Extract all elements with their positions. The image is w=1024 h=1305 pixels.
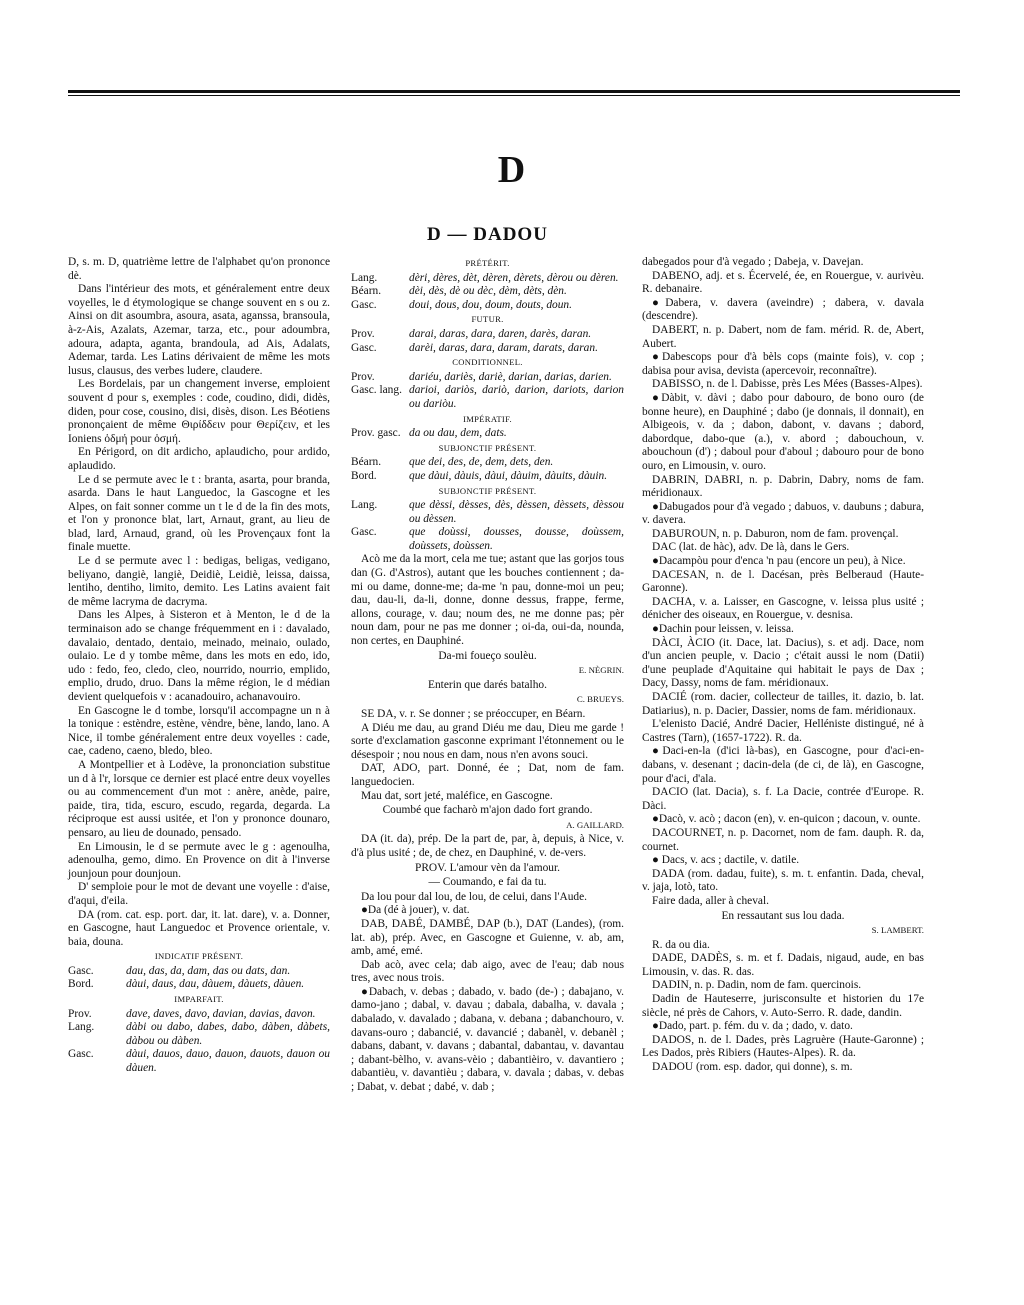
entry-da-verb: DA (rom. cat. esp. port. dar, it. lat. dare), v. a. Donner, en Gascogne, haut Languedoc et Provence orientale, v. baia, douna. — [68, 908, 330, 948]
conjugation-row — [68, 965, 330, 979]
paragraph: Acò me da la mort, cela me tue; astant que las gorjos tous dan (G. d'Astros), autant que les bouches contiennent ; da-mi ou dame, donne-me; da-me 'n pau, donne-moi un peu; dau, dau-li, da-li, donne, donne dessus, frappe, ferme, allons, courage, v. dau; noum des, ne me donne pas; pèr noun dam, pour ne pas me donner ; oi-da, oui-da, nounda, non certes, en Dauphiné. — [351, 553, 624, 648]
tense-label: PRÉTÉRIT. — [465, 258, 510, 268]
paragraph: Le d se permute avec l : bedigas, beligas, vedigano, beliyano, dangiè, langiè, Deidiè, Leidiè, leissa, daissa, lentiho, dentiho, limito, demito. Les Latins avaient fait de même lacryma de dacryma. — [68, 555, 330, 608]
entry-daburoun: DABUROUN, n. p. Daburon, nom de fam. provençal. — [652, 527, 899, 540]
quotation-author: S. LAMBERT. — [871, 925, 924, 936]
entry-dados: DADOS, n. de l. Dades, près Lagruère (Haute-Garonne) ; Les Dados, près Ribiers (Hautes-Alpes). R. da. — [642, 1033, 924, 1060]
verb-forms: dàui, daus, dau, dàuem, dàuets, dàuen. — [126, 978, 305, 991]
paragraph: A Diéu me dau, au grand Diéu me dau, Dieu me garde ! sorte d'exclamation gasconne exprimant l'étonnement ou le désespoir ; nou nous en dam, nous n'en avons souci. — [351, 721, 624, 761]
paragraph: En Périgord, on dit ardicho, aplaudicho, pour ardido, aplaudido. — [68, 446, 330, 472]
paragraph: Les Bordelais, par un changement inverse, emploient souvent d pour s, exemples : code, coudino, didi, didès, diden, pour cose, cousino, disi, disès, dison. Les Béotiens prononçaient de même Θιρίδδειν pour Θερίζειν, et les Ioniens ὀδμή pour ὀσμή. — [68, 378, 330, 445]
dialect-label: Gasc. — [351, 526, 377, 539]
entry-dabert: DABERT, n. p. Dabert, nom de fam. mérid. R. de, Abert, Aubert. — [642, 323, 924, 350]
paragraph: ●Dabach, v. debas ; dabado, v. bado (de-) ; dabajano, v. damo-jano ; dabal, v. davau ; dabala, dabalha, v. davala ; dabalado, v. davalado ; dabana, v. debana ; dabanchouro, v. davans-ouro ; dabancié, v. davancié ; dabanèl, v. debanèl ; dabans, dabant, v. davans ; dabantal, dabantau, v. davantau ; dabant-bèlho, v. avans-vèio ; dabantièiro, v. davantiero ; dabantièu, v. davantièu ; dabara, v. davala ; dabas, v. debas ; Dabat, v. debat ; dabé, v. dab ; — [351, 985, 624, 1094]
tense-label: IMPARFAIT. — [174, 994, 224, 1005]
paragraph: ● Dacs, v. acs ; dactile, v. datile. — [652, 854, 800, 867]
verb-forms: doui, dous, dou, doum, douts, doun. — [409, 298, 572, 311]
section-letter: D — [497, 149, 527, 191]
entry-dat: DAT, ADO, part. Donné, ée ; Dat, nom de fam. languedocien. — [351, 762, 624, 788]
verb-forms: que doùssi, dousses, dousse, doùssem, doùssets, doùssen. — [409, 526, 624, 552]
paragraph: Mau dat, sort jeté, maléfice, en Gascogne. — [361, 789, 553, 802]
dialect-label: Gasc. — [351, 298, 377, 311]
conjugation-row — [68, 1008, 330, 1022]
dialect-label: Gasc. — [68, 964, 94, 977]
entry-dadin: DADIN, n. p. Dadin, nom de fam. quercinois. — [652, 979, 862, 992]
verb-forms: darèi, daras, dara, daram, darats, daran. — [409, 341, 598, 354]
entry-dade: DADE, DADÈS, s. m. et f. Dadais, nigaud, aude, en bas Limousin, v. das. R. das. — [642, 952, 924, 978]
paragraph: En Limousin, le d se permute avec le g : agenoulha, adenoulha, gemo, dimo. En Provence on dit à l'inverse jounjoun pour dounjoun. — [68, 840, 330, 880]
dialect-label: Gasc. — [68, 1048, 94, 1061]
entry-se-da: SE DA, v. r. Se donner ; se préoccuper, en Béarn. — [361, 708, 586, 720]
conjugation-row — [351, 342, 624, 356]
paragraph: En Gascogne le d tombe, lorsqu'il accompagne un n à la tonique : estèndre, estène, vèndre, bène, lando, lano. A Nice, il tombe généralement entre deux voyelles : cade, cae, cadeno, caeno, bledo, bleo. — [68, 704, 330, 758]
conjugation-row — [351, 371, 624, 385]
quotation-author: C. BRUEYS. — [576, 694, 624, 705]
verb-forms: dàbi ou dabo, dabes, dabo, dàben, dàbets, dàbou ou dàben. — [126, 1021, 330, 1047]
conjugation-row — [351, 456, 624, 470]
entry-dabisso: DABISSO, n. de l. Dabisse, près Les Mées (Basses-Alpes). — [652, 378, 923, 391]
dialect-label: Prov. gasc. — [351, 427, 401, 440]
conjugation-row — [68, 1021, 330, 1048]
tense-label: SUBJONCTIF PRÉSENT. — [438, 442, 537, 453]
entry-da-prep: DA (it. da), prép. De la part de, par, à, depuis, à Nice, v. d'à plus usité ; de, de chez, en Dauphiné, v. de-vers. — [351, 833, 624, 859]
tense-label: INDICATIF PRÉSENT. — [154, 951, 244, 962]
paragraph: Faire dada, aller à cheval. — [652, 894, 770, 907]
dialect-label: Gasc. lang. — [351, 384, 402, 397]
dialect-label: Béarn. — [351, 285, 382, 298]
running-head: D — DADOU — [427, 224, 548, 245]
dialect-label: Prov. — [351, 327, 375, 340]
tense-label: FUTUR. — [471, 314, 504, 325]
conjugation-row — [351, 499, 624, 526]
dialect-label: Prov. — [351, 370, 375, 383]
entry-dab: DAB, DABÉ, DAMBÉ, DAP (b.), DAT (Landes), (rom. lat. ab), prép. Avec, en Gascogne et Guienne, v. ab, am, amb, amé, emé. — [351, 917, 624, 958]
paragraph: L'elenisto Dacié, André Dacier, Helléniste distingué, né à Castres (Tarn), (1657-1722). R. da. — [642, 718, 924, 744]
entry-dac: DAC (lat. de hàc), adv. De là, dans le Gers. — [652, 541, 850, 554]
column-3 — [642, 256, 924, 1075]
verb-forms: da ou dau, dem, dats. — [409, 427, 507, 440]
conjugation-row — [68, 1048, 330, 1075]
paragraph: D' semploie pour le mot de devant une voyelle : d'aise, d'aqui, d'eila. — [68, 881, 330, 907]
paragraph: Dans les Alpes, à Sisteron et à Menton, le d de la terminaison ado se change fréquemment en i : davalado, davalaio, dentado, dentaio, meinado, meinaio, oulado, oulaio. Le d y tombe même, dans les mots en edo, ido, udo : fedo, feo, cledo, cleo, nourrido, nourrio, emplido, emplio, drudo, druo. Dans la même région, le d médian devient quelquefois v : acanadouiro, achanavouiro. — [68, 609, 330, 703]
paragraph: ●Dàbit, v. dàvi ; dabo pour dabouro, de bono ouro (de bonne heure), en Dauphiné ; dabo (je donnais, il donnait), en Albigeois, v. da ; dabon, dabont, v. davans ; dabord, dabordque, dabo-que (a.), v. abord ; dabouchoun, v. abouchoun (d') ; daboul pour d'aboul ; dabouro pour de bono ouro, en Limousin, v. ouro. — [642, 391, 924, 472]
entry-dacha: DACHA, v. a. Laisser, en Gascogne, v. leissa plus usité ; dénicher des oiseaux, en Rouergue, v. desnisa. — [642, 595, 924, 622]
entry-dabeno: DABENO, adj. et s. Écervelé, ée, en Rouergue, v. aurivèu. R. debanaire. — [642, 269, 924, 296]
proverb: PROV. L'amour vèn da l'amour. — [415, 861, 560, 874]
quotation-author: E. NÈGRIN. — [578, 665, 624, 676]
top-rule-thick — [68, 90, 960, 93]
tense-label: SUBJONCTIF PRÉSENT. — [438, 485, 537, 496]
conjugation-row — [68, 978, 330, 992]
conjugation-row — [351, 272, 624, 286]
entry-dacournet: DACOURNET, n. p. Dacornet, nom de fam. dauph. R. da, cournet. — [642, 826, 924, 853]
entry-dacie: DACIÉ (rom. dacier, collecteur de tailles, it. dazio, b. lat. Datiarius), n. p. Dacier, Dassier, noms de fam. méridionaux. — [642, 691, 924, 717]
entry-d: D, s. m. D, quatrième lettre de l'alphabet qu'on prononce dè. — [68, 256, 330, 282]
tense-label: CONDITIONNEL. — [452, 357, 523, 368]
entry-dadou: DADOU (rom. esp. dador, qui donne), s. m. — [652, 1061, 853, 1074]
top-rule-thin — [68, 95, 960, 96]
paragraph: ●Da (dé à jouer), v. dat. — [361, 904, 470, 917]
paragraph: ●Dado, part. p. fém. du v. da ; dado, v. dato. — [652, 1020, 853, 1033]
verb-forms: dariéu, dariès, dariè, darian, darias, darien. — [409, 370, 612, 383]
dialect-label: Lang. — [351, 271, 378, 284]
quotation: Coumbé que facharò m'ajon dado fort grando. — [382, 804, 593, 817]
entry-dada: DADA (rom. dadau, fuite), s. m. t. enfantin. Dada, cheval, v. jaja, lotò, tato. — [642, 867, 924, 894]
paragraph: ●Dabugados pour d'à vegado ; dabuos, v. daubuns ; dabura, v. davera. — [642, 500, 924, 527]
quotation: Da-mi foueço soulèu. — [438, 649, 537, 662]
conjugation-row — [351, 470, 624, 484]
verb-forms: que dèssi, dèsses, dès, dèssen, dèssets, dèssou ou dèssen. — [409, 499, 624, 525]
conjugation-row — [351, 427, 624, 441]
paragraph: ●Dachin pour leissen, v. leissa. — [652, 623, 794, 636]
paragraph: dabegados pour d'à vegado ; Dabeja, v. Davejan. — [642, 256, 864, 268]
entry-dacio: DACIO (lat. Dacia), s. f. La Dacie, contrée d'Europe. R. Dàci. — [642, 786, 924, 812]
verb-forms: que dàui, dàuis, dàui, dàuim, dàuits, dàuin. — [409, 469, 608, 482]
paragraph: ●Dabera, v. davera (aveindre) ; dabera, v. davala (descendre). — [642, 296, 924, 323]
dialect-label: Béarn. — [351, 456, 382, 469]
dialect-label: Lang. — [351, 499, 378, 512]
dialect-label: Lang. — [68, 1021, 95, 1034]
paragraph: ●Dacò, v. acò ; dacon (en), v. en-quicon ; dacoun, v. ounte. — [652, 813, 921, 826]
verb-forms: dèri, dères, dèt, dèren, dèrets, dèrou ou dèren. — [409, 271, 619, 284]
paragraph: Dab acò, avec cela; dab aigo, avec de l'eau; dab nous tres, avec nous trois. — [351, 958, 624, 985]
verb-forms: dàui, dauos, dauo, dauon, dauots, dauon ou dàuen. — [126, 1048, 330, 1075]
proverb: — Coumando, e fai da tu. — [428, 876, 547, 889]
conjugation-row — [351, 384, 624, 411]
paragraph: Dans l'intérieur des mots, et généralement entre deux voyelles, le d étymologique se change souvent en s ou z. Ainsi on dit asoumbra, asoura, asata, aganssa, bransoula, à-z-Ais, Azalats, Azemar, tarza, etc., pour adoumbra, adoura, adapta, aganta, brandoula, ad Ais, Adalats, Ademar, tarda. Les Latins dérivaient de même les mots lusus, clausus, des verbes ludere, claudere. — [68, 283, 330, 377]
paragraph: Dadin de Hauteserre, jurisconsulte et historien du 17e siècle, né près de Cahors, v. Auto-Serro. R. dade, dandin. — [642, 993, 924, 1019]
column-2 — [351, 256, 624, 1095]
paragraph: Da lou pour dal lou, de lou, de celui, dans l'Aude. — [361, 890, 588, 903]
tense-label: IMPÉRATIF. — [463, 413, 512, 424]
entry-dacesan: DACESAN, n. de l. Dacésan, près Belberaud (Haute-Garonne). — [642, 568, 924, 595]
paragraph: ●Dabescops pour d'à bèls cops (mainte fois), v. cop ; dabisa pour avisa, devista (apercevoir, reconnaître). — [642, 351, 924, 377]
conjugation-row — [351, 526, 624, 553]
verb-forms: darai, daras, dara, daren, darès, daran. — [409, 327, 592, 340]
paragraph: A Montpellier et à Lodève, la prononciation substitue un d à l'r, lorsque ce dernier est placé entre deux voyelles ou au commencement d'un mot : anère, anède, paire, paide, tira, tida, escuro, escudo, regarda, degarda. La réciproque est aussi usitée, et l'on y prononce dounaro, pensaro, au lieu de dounado, pensado. — [68, 758, 330, 839]
dialect-label: Prov. — [68, 1007, 92, 1020]
dialect-label: Gasc. — [351, 341, 377, 354]
verb-forms: dèi, dès, dè ou dèc, dèm, dèts, dèn. — [409, 285, 567, 298]
verb-forms: dave, daves, davo, davian, davias, davon. — [126, 1007, 316, 1020]
paragraph: ●Daci-en-la (d'ici là-bas), en Gascogne, pour d'aci-en-dabans, v. desenant ; dacin-dela (de ci, de là), en Gascogne, pour d'aci, d'ala. — [642, 745, 924, 785]
quotation: Enterin que darés batalho. — [428, 678, 547, 691]
verb-forms: que dei, des, de, dem, dets, den. — [409, 456, 554, 469]
quotation: En ressautant sus lou dada. — [721, 909, 845, 922]
paragraph: R. da ou dia. — [652, 938, 710, 951]
column-1 — [68, 256, 330, 1076]
entry-daci: DÀCI, ÀCIO (it. Dace, lat. Dacius), s. et adj. Dace, nom d'un ancien peuple, v. Dacio ; c'était aussi le nom (Datii) d'une peuplade d'Aquitaine qui habitait le pays de Dax ; Dacy, Dassy, noms de fam. méridionaux. — [642, 636, 924, 690]
conjugation-row — [351, 299, 624, 313]
conjugation-row — [351, 328, 624, 342]
dialect-label: Bord. — [351, 469, 377, 482]
quotation-author: A. GAILLARD. — [566, 819, 624, 830]
verb-forms: darioi, dariòs, dariò, darion, dariots, darion ou dariòu. — [409, 384, 624, 410]
dialect-label: Bord. — [68, 978, 94, 991]
conjugation-row — [351, 285, 624, 299]
paragraph: ●Dacampòu pour d'enca 'n pau (encore un peu), à Nice. — [652, 555, 906, 568]
verb-forms: dau, das, da, dam, das ou dats, dan. — [126, 964, 291, 977]
entry-dabrin: DABRIN, DABRI, n. p. Dabrin, Dabry, noms de fam. méridionaux. — [642, 473, 924, 500]
paragraph: Le d se permute avec le t : branta, asarta, pour branda, asarda. Dans le haut Languedoc, la Gascogne et les Alpes, on fait sonner comme un t le d de la fin des mots, et l'on y prononce blat, lart, Arnaut, grant, au lieu de blad, lard, Arnaud, grand, où les Provençaux font la finale muette. — [68, 473, 330, 554]
